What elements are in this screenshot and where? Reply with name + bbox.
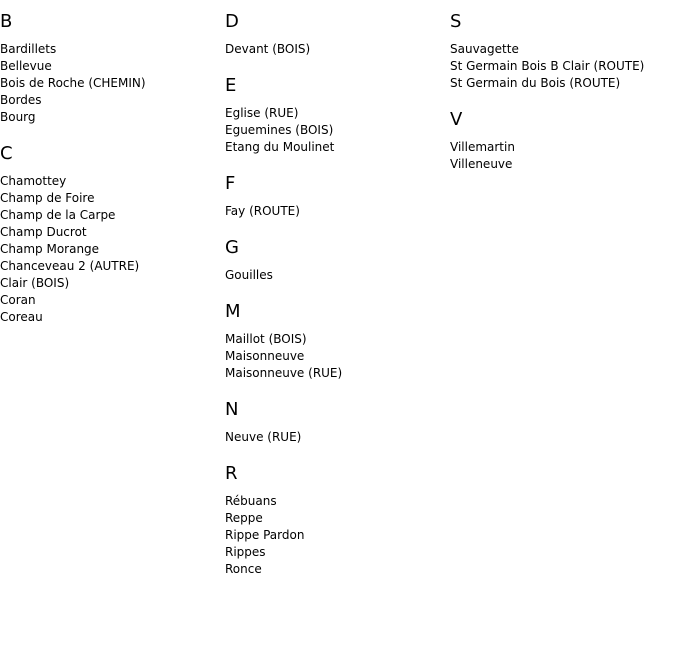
- letter-group-s: [450, 11, 644, 92]
- letter-heading: B: [0, 11, 13, 32]
- street-link[interactable]: Maillot (BOIS): [225, 332, 307, 346]
- letter-heading: D: [225, 11, 239, 32]
- letter-heading: M: [225, 301, 241, 322]
- street-list: [225, 267, 342, 284]
- street-list: [225, 331, 342, 382]
- street-list: [450, 139, 644, 173]
- street-link[interactable]: Coreau: [0, 310, 43, 324]
- street-link[interactable]: Reppe: [225, 511, 263, 525]
- letter-heading: N: [225, 399, 239, 420]
- letter-group-c: [0, 143, 146, 326]
- letter-group-b: [0, 11, 146, 126]
- street-index-column-2: [225, 11, 342, 578]
- street-link[interactable]: Rippe Pardon: [225, 528, 305, 542]
- street-list: [0, 173, 146, 326]
- letter-heading: G: [225, 237, 239, 258]
- street-link[interactable]: St Germain Bois B Clair (ROUTE): [450, 59, 645, 73]
- street-link[interactable]: Chamottey: [0, 174, 67, 188]
- street-list: [225, 41, 342, 58]
- letter-group-m: [225, 301, 342, 382]
- street-link[interactable]: Bordes: [0, 93, 42, 107]
- letter-group-e: [225, 75, 342, 156]
- street-link[interactable]: Sauvagette: [450, 42, 519, 56]
- street-list: [225, 493, 342, 578]
- letter-group-v: [450, 109, 644, 173]
- letter-heading: F: [225, 173, 236, 194]
- street-link[interactable]: Rippes: [225, 545, 266, 559]
- street-link[interactable]: Bellevue: [0, 59, 52, 73]
- street-link[interactable]: Bourg: [0, 110, 36, 124]
- letter-heading: R: [225, 463, 238, 484]
- street-link[interactable]: Fay (ROUTE): [225, 204, 300, 218]
- street-index-column-3: [450, 11, 644, 173]
- letter-heading: C: [0, 143, 13, 164]
- street-link[interactable]: Champ Ducrot: [0, 225, 87, 239]
- street-list: [225, 429, 342, 446]
- street-link[interactable]: Maisonneuve: [225, 349, 305, 363]
- letter-group-r: [225, 463, 342, 578]
- street-list: [225, 203, 342, 220]
- letter-heading: V: [450, 109, 463, 130]
- letter-heading: S: [450, 11, 462, 32]
- street-link[interactable]: Villemartin: [450, 140, 515, 154]
- letter-group-g: [225, 237, 342, 284]
- street-list: [450, 41, 644, 92]
- street-link[interactable]: Champ Morange: [0, 242, 100, 256]
- letter-heading: E: [225, 75, 237, 96]
- street-link[interactable]: Devant (BOIS): [225, 42, 311, 56]
- letter-group-n: [225, 399, 342, 446]
- street-link[interactable]: Eglise (RUE): [225, 106, 299, 120]
- street-link[interactable]: Coran: [0, 293, 36, 307]
- street-link[interactable]: Clair (BOIS): [0, 276, 70, 290]
- street-index-column-1: [0, 11, 146, 326]
- street-link[interactable]: Villeneuve: [450, 157, 513, 171]
- letter-group-f: [225, 173, 342, 220]
- street-link[interactable]: Etang du Moulinet: [225, 140, 335, 154]
- street-link[interactable]: Bois de Roche (CHEMIN): [0, 76, 146, 90]
- street-link[interactable]: Rébuans: [225, 494, 277, 508]
- street-link[interactable]: Eguemines (BOIS): [225, 123, 334, 137]
- street-link[interactable]: Bardillets: [0, 42, 57, 56]
- letter-group-d: [225, 11, 342, 58]
- street-link[interactable]: Champ de la Carpe: [0, 208, 116, 222]
- street-link[interactable]: Ronce: [225, 562, 262, 576]
- street-link[interactable]: Gouilles: [225, 268, 273, 282]
- street-link[interactable]: Neuve (RUE): [225, 430, 302, 444]
- street-link[interactable]: St Germain du Bois (ROUTE): [450, 76, 621, 90]
- street-link[interactable]: Chanceveau 2 (AUTRE): [0, 259, 140, 273]
- street-link[interactable]: Champ de Foire: [0, 191, 95, 205]
- street-list: [0, 41, 146, 126]
- street-list: [225, 105, 342, 156]
- street-link[interactable]: Maisonneuve (RUE): [225, 366, 343, 380]
